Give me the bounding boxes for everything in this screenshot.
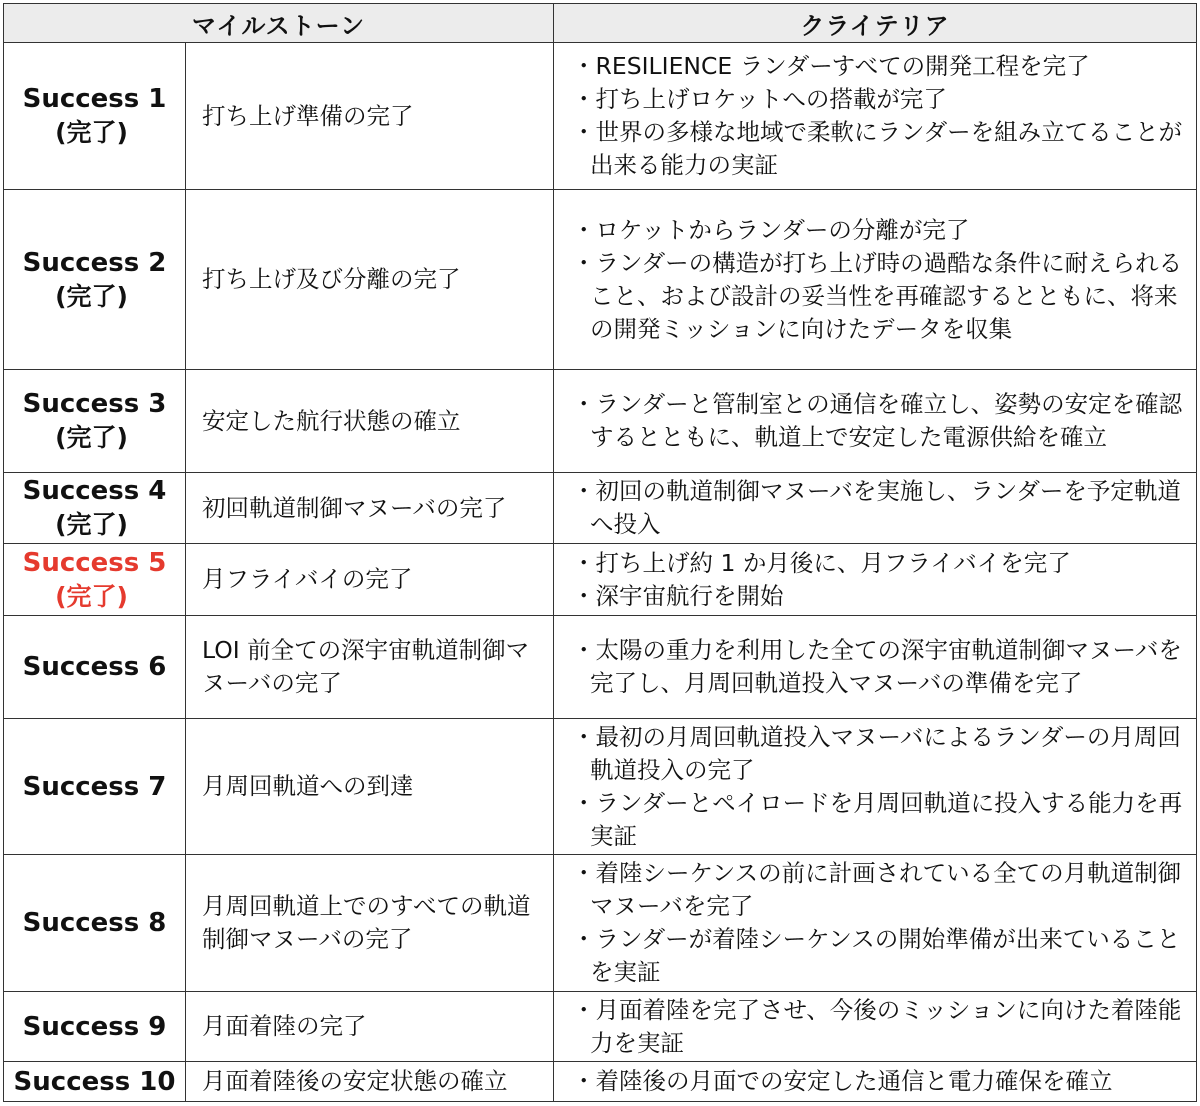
criteria-cell	[554, 992, 1197, 1062]
criteria-cell	[554, 719, 1197, 855]
table-row	[4, 544, 1197, 616]
criteria-item: ・着陸シーケンスの前に計画されている全ての月軌道制御マヌーバを完了	[572, 859, 1182, 920]
success-label-cell	[4, 992, 186, 1062]
success-status: (完了)	[55, 118, 128, 147]
table-header-row	[4, 4, 1197, 43]
success-label-cell	[4, 370, 186, 473]
criteria-cell	[554, 473, 1197, 544]
criteria-cell	[554, 855, 1197, 992]
criteria-cell	[554, 616, 1197, 719]
success-name: Success 2	[22, 247, 167, 278]
table-row	[4, 43, 1197, 190]
milestone-cell: 月周回軌道上でのすべての軌道制御マヌーバの完了	[186, 855, 554, 992]
milestone-cell: 月面着陸の完了	[186, 992, 554, 1062]
success-label-cell	[4, 473, 186, 544]
criteria-item: ・最初の月周回軌道投入マヌーバによるランダーの月周回軌道投入の完了	[572, 722, 1181, 784]
table-row	[4, 719, 1197, 855]
success-status: (完了)	[55, 510, 128, 539]
success-name: Success 3	[22, 389, 167, 419]
criteria-item: ・深宇宙航行を開始	[572, 581, 784, 610]
milestone-cell: 初回軌道制御マヌーバの完了	[186, 473, 554, 544]
success-label-cell	[4, 190, 186, 370]
milestone-cell: 安定した航行状態の確立	[186, 370, 554, 473]
success-name: Success 5	[22, 547, 167, 578]
table-row	[4, 992, 1197, 1062]
success-label-cell	[4, 544, 186, 616]
criteria-header: クライテリア	[554, 4, 1197, 43]
criteria-item: ・太陽の重力を利用した全ての深宇宙軌道制御マヌーバを完了し、月周回軌道投入マヌーバの準備を完了	[572, 636, 1182, 697]
success-label-cell	[4, 43, 186, 190]
table-row	[4, 190, 1197, 370]
success-name: Success 4	[22, 476, 167, 506]
criteria-cell	[554, 370, 1197, 473]
criteria-item: ・世界の多様な地域で柔軟にランダーを組み立てることが出来る能力の実証	[572, 118, 1183, 179]
table-row	[4, 370, 1197, 473]
criteria-item: ・着陸後の月面での安定した通信と電力確保を確立	[572, 1067, 1113, 1095]
success-status: (完了)	[55, 281, 128, 311]
milestone-cell: 月面着陸後の安定状態の確立	[186, 1062, 554, 1102]
success-name: Success 8	[22, 908, 167, 938]
criteria-item: ・ランダーとペイロードを月周回軌道に投入する能力を再実証	[572, 788, 1183, 850]
success-status: (完了)	[55, 423, 128, 452]
success-label-cell	[4, 1062, 186, 1102]
criteria-item: ・ロケットからランダーの分離が完了	[572, 215, 970, 244]
table-row	[4, 616, 1197, 719]
criteria-cell	[554, 1062, 1197, 1102]
criteria-cell	[554, 544, 1197, 616]
milestone-header: マイルストーン	[4, 4, 554, 43]
success-name: Success 7	[22, 771, 167, 802]
milestone-cell: LOI 前全ての深宇宙軌道制御マヌーバの完了	[186, 616, 554, 719]
success-status: (完了)	[55, 581, 128, 611]
success-label-cell	[4, 616, 186, 719]
criteria-item: ・RESILIENCE ランダーすべての開発工程を完了	[572, 52, 1090, 80]
criteria-cell	[554, 43, 1197, 190]
criteria-cell	[554, 190, 1197, 370]
criteria-item: ・ランダーが着陸シーケンスの開始準備が出来ていることを実証	[572, 925, 1181, 986]
success-name: Success 9	[22, 1011, 167, 1042]
milestone-cell: 打ち上げ及び分離の完了	[186, 190, 554, 370]
criteria-item: ・初回の軌道制御マヌーバを実施し、ランダーを予定軌道へ投入	[572, 477, 1181, 538]
table-row	[4, 473, 1197, 544]
milestone-table	[3, 3, 1197, 1102]
success-label-cell	[4, 855, 186, 992]
criteria-item: ・打ち上げロケットへの搭載が完了	[572, 85, 947, 113]
criteria-item: ・ランダーと管制室との通信を確立し、姿勢の安定を確認するとともに、軌道上で安定した電源供給を確立	[572, 390, 1183, 451]
success-label-cell	[4, 719, 186, 855]
milestone-cell: 月フライバイの完了	[186, 544, 554, 616]
milestone-cell: 月周回軌道への到達	[186, 719, 554, 855]
criteria-item: ・月面着陸を完了させ、今後のミッションに向けた着陸能力を実証	[572, 995, 1182, 1057]
criteria-item: ・ランダーの構造が打ち上げ時の過酷な条件に耐えられること、および設計の妥当性を再確認するとともに、将来の開発ミッションに向けたデータを収集	[572, 248, 1183, 343]
success-name: Success 10	[13, 1066, 176, 1097]
criteria-item: ・打ち上げ約 1 か月後に、月フライバイを完了	[572, 548, 1071, 577]
milestone-cell: 打ち上げ準備の完了	[186, 43, 554, 190]
table-row	[4, 855, 1197, 992]
success-name: Success 1	[22, 84, 167, 114]
success-name: Success 6	[22, 652, 167, 682]
table-row	[4, 1062, 1197, 1102]
